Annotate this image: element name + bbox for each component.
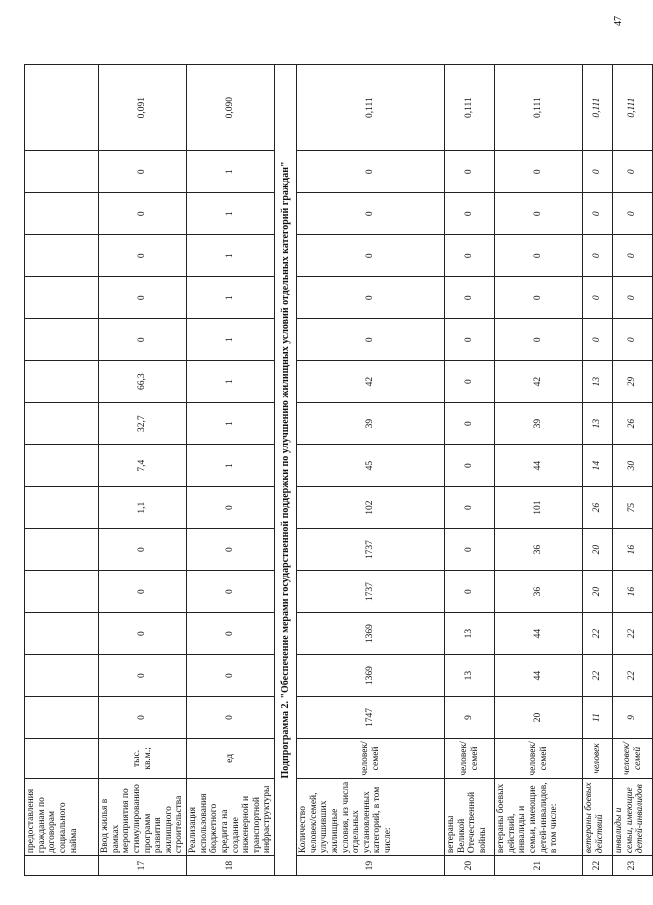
table-row: [187, 65, 275, 876]
row-number: [25, 856, 99, 876]
row-number: 17: [99, 856, 187, 876]
value-cell: 0: [613, 319, 653, 361]
value-cell: 0: [99, 319, 187, 361]
value-cell: [25, 571, 99, 613]
weight-cell: 0,111: [297, 65, 445, 151]
page-number: 47: [613, 16, 624, 26]
unit-cell: человек: [583, 739, 613, 779]
value-cell: 0: [187, 613, 275, 655]
value-cell: 0: [99, 613, 187, 655]
section-row: [275, 65, 297, 876]
value-cell: 13: [445, 613, 495, 655]
indicator-name: ветераны боевых действий, инвалиды и семьи, имеющие детей-инвалидов, в том числе:: [495, 778, 583, 855]
value-cell: 16: [613, 529, 653, 571]
indicator-name: Количество человек/семей, улучшивших жилищные условия, из числа отдельных установленных категорий, в том числе:: [297, 778, 445, 855]
value-cell: [25, 445, 99, 487]
table-row: [583, 65, 613, 876]
value-cell: 1: [187, 235, 275, 277]
value-cell: 0: [445, 235, 495, 277]
value-cell: 20: [583, 571, 613, 613]
weight-cell: [25, 65, 99, 151]
value-cell: 1737: [297, 571, 445, 613]
value-cell: [25, 487, 99, 529]
value-cell: 0: [99, 277, 187, 319]
row-number: 22: [583, 856, 613, 876]
row-number: 23: [613, 856, 653, 876]
unit-cell: человек/ семей: [613, 739, 653, 779]
value-cell: 44: [495, 613, 583, 655]
value-cell: 0: [99, 655, 187, 697]
value-cell: 1: [187, 445, 275, 487]
value-cell: 0: [583, 235, 613, 277]
value-cell: 22: [613, 613, 653, 655]
value-cell: 32,7: [99, 403, 187, 445]
value-cell: 1747: [297, 697, 445, 739]
value-cell: 45: [297, 445, 445, 487]
table-row: [613, 65, 653, 876]
weight-cell: 0,111: [445, 65, 495, 151]
value-cell: 0: [99, 193, 187, 235]
value-cell: 0: [495, 235, 583, 277]
table-body-top: [25, 65, 275, 876]
value-cell: 0: [99, 529, 187, 571]
value-cell: 101: [495, 487, 583, 529]
value-cell: 42: [495, 361, 583, 403]
indicator-name: Реализация использования бюджетного кредита на создание инженерной и транспортной инфраструктуры: [187, 778, 275, 855]
value-cell: [25, 235, 99, 277]
value-cell: 0: [297, 193, 445, 235]
value-cell: 0: [297, 319, 445, 361]
value-cell: 1: [187, 319, 275, 361]
value-cell: 0: [613, 235, 653, 277]
value-cell: 0: [445, 151, 495, 193]
table-row: [495, 65, 583, 876]
value-cell: 13: [445, 655, 495, 697]
value-cell: 0: [495, 151, 583, 193]
indicator-name: предоставления гражданам по договорам социального найма: [25, 778, 99, 855]
row-number: 20: [445, 856, 495, 876]
value-cell: 0: [613, 277, 653, 319]
weight-cell: 0,090: [187, 65, 275, 151]
value-cell: 75: [613, 487, 653, 529]
value-cell: [25, 697, 99, 739]
indicator-name: ветераны боевых действий: [583, 778, 613, 855]
value-cell: 22: [583, 655, 613, 697]
unit-cell: человек/ семей: [297, 739, 445, 779]
value-cell: 0: [613, 151, 653, 193]
value-cell: 0: [99, 571, 187, 613]
value-cell: 7,4: [99, 445, 187, 487]
value-cell: 0: [187, 571, 275, 613]
value-cell: 0: [445, 193, 495, 235]
value-cell: 0: [613, 193, 653, 235]
indicator-name: инвалиды и семьи, имеющие детей-инвалидов: [613, 778, 653, 855]
value-cell: 20: [495, 697, 583, 739]
value-cell: [25, 655, 99, 697]
value-cell: 102: [297, 487, 445, 529]
unit-cell: человек/ семей: [495, 739, 583, 779]
value-cell: 22: [583, 613, 613, 655]
value-cell: 0: [583, 151, 613, 193]
value-cell: 0: [583, 193, 613, 235]
value-cell: [25, 319, 99, 361]
value-cell: 26: [613, 403, 653, 445]
weight-cell: 0,111: [613, 65, 653, 151]
value-cell: [25, 361, 99, 403]
unit-cell: человек/ семей: [445, 739, 495, 779]
indicator-table: [24, 64, 653, 876]
value-cell: 30: [613, 445, 653, 487]
value-cell: 1369: [297, 613, 445, 655]
table-body-section: [275, 65, 297, 876]
value-cell: 0: [99, 235, 187, 277]
value-cell: 0: [99, 151, 187, 193]
value-cell: 0: [495, 277, 583, 319]
value-cell: 0: [297, 277, 445, 319]
value-cell: 0: [445, 403, 495, 445]
value-cell: 0: [297, 235, 445, 277]
weight-cell: 0,091: [99, 65, 187, 151]
row-number: 21: [495, 856, 583, 876]
value-cell: 1737: [297, 529, 445, 571]
value-cell: 39: [297, 403, 445, 445]
value-cell: 44: [495, 655, 583, 697]
value-cell: 1,1: [99, 487, 187, 529]
unit-cell: [25, 739, 99, 779]
value-cell: [25, 151, 99, 193]
value-cell: 13: [583, 361, 613, 403]
unit-cell: тыс. кв.м.;: [99, 739, 187, 779]
value-cell: 0: [583, 319, 613, 361]
table-row: [99, 65, 187, 876]
value-cell: 0: [99, 697, 187, 739]
value-cell: 20: [583, 529, 613, 571]
section-title: Подпрограмма 2. "Обеспечение мерами государственной поддержки по улучшению жилищных условий отдельных категорий граждан": [275, 65, 297, 876]
value-cell: 26: [583, 487, 613, 529]
value-cell: 0: [445, 319, 495, 361]
value-cell: 1: [187, 193, 275, 235]
value-cell: 11: [583, 697, 613, 739]
value-cell: 0: [187, 697, 275, 739]
value-cell: 9: [613, 697, 653, 739]
value-cell: 0: [445, 361, 495, 403]
value-cell: 1: [187, 151, 275, 193]
value-cell: 0: [445, 571, 495, 613]
value-cell: [25, 193, 99, 235]
value-cell: 9: [445, 697, 495, 739]
indicator-name: Ввод жилья в рамках мероприятия по стимулированию программ развития жилищного строительства: [99, 778, 187, 855]
table-row: [25, 65, 99, 876]
row-number: 18: [187, 856, 275, 876]
value-cell: 0: [187, 655, 275, 697]
weight-cell: 0,111: [495, 65, 583, 151]
value-cell: [25, 529, 99, 571]
value-cell: 0: [445, 445, 495, 487]
value-cell: [25, 613, 99, 655]
value-cell: 0: [297, 151, 445, 193]
value-cell: 0: [445, 277, 495, 319]
table-row: [297, 65, 445, 876]
row-number: 19: [297, 856, 445, 876]
value-cell: 29: [613, 361, 653, 403]
value-cell: 1: [187, 403, 275, 445]
value-cell: 16: [613, 571, 653, 613]
value-cell: 22: [613, 655, 653, 697]
value-cell: [25, 403, 99, 445]
value-cell: 14: [583, 445, 613, 487]
value-cell: 0: [187, 487, 275, 529]
value-cell: 36: [495, 529, 583, 571]
value-cell: 13: [583, 403, 613, 445]
value-cell: 36: [495, 571, 583, 613]
rotated-table-wrapper: [24, 64, 646, 876]
value-cell: 1: [187, 361, 275, 403]
value-cell: 0: [583, 277, 613, 319]
value-cell: 0: [187, 529, 275, 571]
weight-cell: 0,111: [583, 65, 613, 151]
value-cell: 0: [495, 319, 583, 361]
value-cell: 39: [495, 403, 583, 445]
value-cell: [25, 277, 99, 319]
unit-cell: ед: [187, 739, 275, 779]
value-cell: 42: [297, 361, 445, 403]
value-cell: 66,3: [99, 361, 187, 403]
value-cell: 1369: [297, 655, 445, 697]
indicator-name: ветераны Великой Отечественной войны: [445, 778, 495, 855]
value-cell: 0: [495, 193, 583, 235]
value-cell: 44: [495, 445, 583, 487]
table-body-bottom: [297, 65, 653, 876]
value-cell: 0: [445, 487, 495, 529]
value-cell: 1: [187, 277, 275, 319]
table-row: [445, 65, 495, 876]
value-cell: 0: [445, 529, 495, 571]
